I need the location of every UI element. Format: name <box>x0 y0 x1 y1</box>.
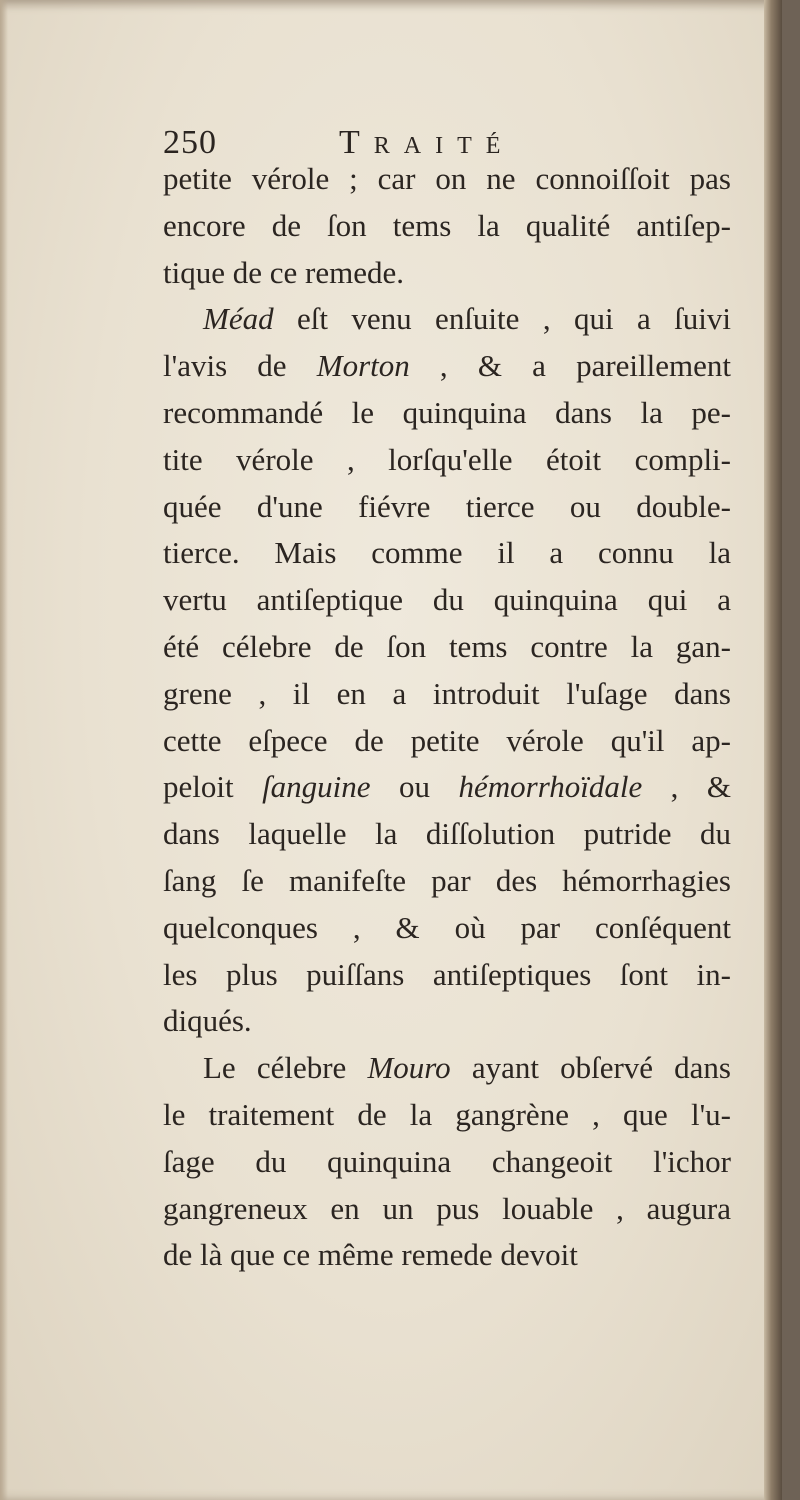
text-line <box>163 671 731 718</box>
text-line <box>163 530 731 577</box>
text-segment: tierce. Mais comme il a connu la <box>163 535 731 571</box>
text-segment: tite vérole , lorſqu'elle étoit compli- <box>163 441 731 477</box>
text-line <box>163 343 731 390</box>
text-segment: le traitement de la gangrène , que l'u- <box>163 1096 731 1132</box>
italic-name: Morton <box>316 348 410 384</box>
italic-name: Mouro <box>367 1050 451 1086</box>
text-line <box>163 577 731 624</box>
text-segment: tique de ce remede. <box>163 254 404 290</box>
text-segment: Le célebre <box>203 1050 368 1086</box>
text-segment: petite vérole ; car on ne connoiſſoit pas <box>163 161 731 196</box>
text-segment: gangreneux en un pus louable , augura <box>163 1190 731 1226</box>
text-segment: peloit <box>163 769 263 805</box>
text-segment: diqués. <box>163 1003 252 1039</box>
text-segment: dans laquelle la diſſolution putride du <box>163 816 731 852</box>
text-segment: ſang ſe manifeſte par des hémorrhagies <box>163 862 731 898</box>
text-segment: ou <box>370 769 459 805</box>
text-segment: , & a pareillement <box>409 348 731 384</box>
text-line <box>163 858 731 905</box>
text-line <box>163 1092 731 1139</box>
page-fore-edge <box>764 0 782 1500</box>
text-segment: encore de ſon tems la qualité antiſep- <box>163 207 731 243</box>
text-line <box>163 250 731 297</box>
text-segment: ayant obſervé dans <box>450 1050 731 1086</box>
text-line <box>163 905 731 952</box>
text-line <box>163 1045 731 1092</box>
text-segment: grene , il en a introduit l'uſage dans <box>163 675 731 711</box>
text-segment: été célebre de ſon tems contre la gan- <box>163 628 731 664</box>
body-text <box>163 156 731 1279</box>
text-line <box>163 811 731 858</box>
text-segment: quelconques , & où par conſéquent <box>163 909 731 945</box>
running-title: Traité <box>339 124 515 161</box>
text-segment: vertu antiſeptique du quinquina qui a <box>163 582 731 618</box>
text-line <box>163 998 731 1045</box>
text-line <box>163 296 731 343</box>
text-line <box>163 203 731 250</box>
text-line <box>163 764 731 811</box>
text-line <box>163 390 731 437</box>
italic-name: Méad <box>203 301 274 337</box>
gutter-shadow <box>0 0 8 1500</box>
text-line <box>163 484 731 531</box>
text-segment: ſage du quinquina changeoit l'ichor <box>163 1143 731 1179</box>
text-line <box>163 1186 731 1233</box>
text-line <box>163 156 731 203</box>
text-line <box>163 624 731 671</box>
text-segment: quée d'une fiévre tierce ou double- <box>163 488 731 524</box>
text-line <box>163 1232 731 1279</box>
text-line <box>163 437 731 484</box>
text-segment: de là que ce même remede devoit <box>163 1237 578 1273</box>
text-segment: , & <box>642 769 731 805</box>
text-line <box>163 1139 731 1186</box>
italic-name: ſanguine <box>262 769 371 805</box>
text-line <box>163 952 731 999</box>
text-segment: cette eſpece de petite vérole qu'il ap- <box>163 722 731 758</box>
text-segment: eſt venu enſuite , qui a ſuivi <box>273 301 731 337</box>
text-segment: recommandé le quinquina dans la pe- <box>163 394 731 430</box>
text-segment: les plus puiſſans antiſeptiques ſont in- <box>163 956 731 992</box>
italic-name: hémorrhoïdale <box>458 769 643 805</box>
page-number: 250 <box>163 124 217 161</box>
text-segment: l'avis de <box>163 348 317 384</box>
text-line <box>163 718 731 765</box>
